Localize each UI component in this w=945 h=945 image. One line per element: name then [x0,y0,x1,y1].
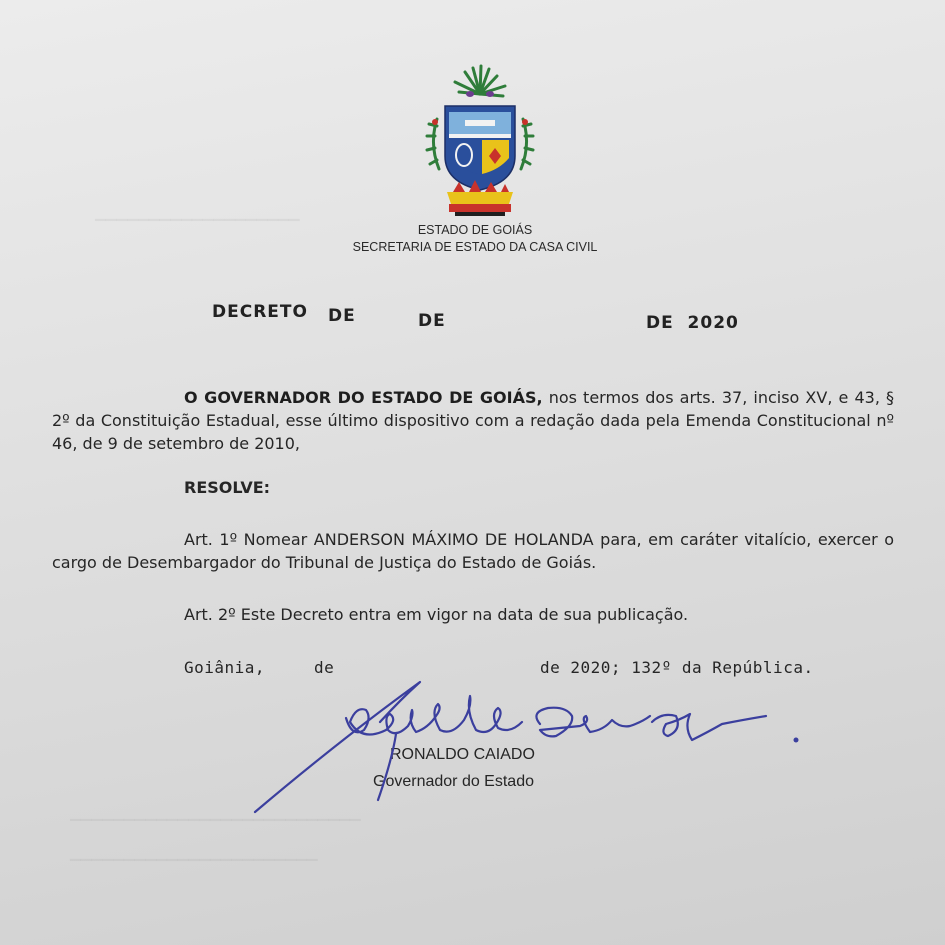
article-1-label: Art. 1º [184,530,238,549]
signer-role: Governador do Estado [373,773,534,790]
closing-de: de [314,658,335,677]
title-de-1: DE [328,306,356,326]
title-de-2: DE [418,311,446,331]
bleed-through-text: ▔▔▔▔▔▔▔▔▔▔▔▔▔▔▔▔▔▔▔ [95,220,300,236]
coat-of-arms-icon [425,64,535,219]
preamble-governor: O GOVERNADOR DO ESTADO DE GOIÁS, [184,388,543,407]
article-2 [184,605,688,624]
article-2-text: Este Decreto entra em vigor na data de sua publicação. [235,605,689,624]
bleed-through-text: ▔▔▔▔▔▔▔▔▔▔▔▔▔▔▔▔▔▔▔▔▔▔▔▔▔▔▔ [70,820,361,836]
signer-name: RONALDO CAIADO [390,746,535,763]
closing-city: Goiânia, [184,658,266,677]
title-de-year: DE 2020 [646,313,739,333]
preamble-paragraph [52,386,894,455]
resolve-heading: RESOLVE: [184,478,271,497]
article-2-label: Art. 2º [184,605,236,624]
header-state: ESTADO DE GOIÁS [417,223,533,237]
article-1-text: Nomear ANDERSON MÁXIMO DE HOLANDA para, em caráter vitalício, exercer o cargo de Desembargador do Tribunal de Justiça do Estado de Goiás. [52,530,894,572]
article-1 [52,528,894,574]
bleed-through-text: ▔▔▔▔▔▔▔▔▔▔▔▔▔▔▔▔▔▔▔▔▔▔▔ [70,860,318,876]
title-decreto: DECRETO [212,302,308,322]
preamble-text: nos termos dos arts. 37, inciso XV, e 43, § 2º da Constituição Estadual, esse último dispositivo com a redação dada pela Emenda Constitucional nº 46, de 9 de setembro de 2010, [52,388,894,453]
header-department: SECRETARIA DE ESTADO DA CASA CIVIL [352,240,598,254]
closing-date: de 2020; 132º da República. [540,658,814,677]
